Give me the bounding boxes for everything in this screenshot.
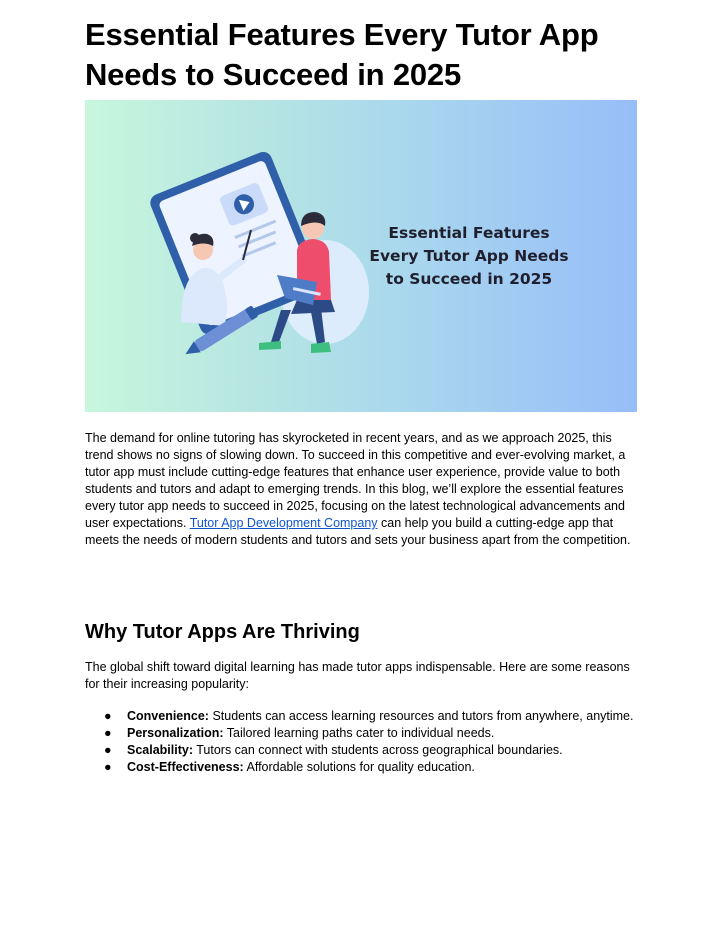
section-heading: Why Tutor Apps Are Thriving — [85, 621, 360, 643]
list-item-term: Cost-Effectiveness: — [127, 760, 244, 774]
list-item-text: Tailored learning paths cater to individual needs. — [223, 726, 495, 740]
list-item — [85, 759, 637, 776]
bullet-icon: ● — [104, 760, 112, 774]
list-item — [85, 725, 637, 742]
bullet-icon: ● — [104, 709, 112, 723]
banner-caption — [361, 222, 577, 291]
tutor-app-company-link[interactable]: Tutor App Development Company — [189, 516, 378, 530]
reasons-list — [85, 708, 637, 776]
list-item-text: Affordable solutions for quality education. — [243, 760, 475, 774]
bullet-icon: ● — [104, 743, 112, 757]
hero-banner — [85, 100, 637, 412]
list-item — [85, 708, 637, 725]
banner-caption-line: Every Tutor App Needs — [369, 247, 569, 265]
list-item — [85, 742, 637, 759]
bullet-icon: ● — [104, 726, 112, 740]
document-page — [85, 0, 637, 774]
section-lead-paragraph: The global shift toward digital learning has made tutor apps indispensable. Here are some reasons for their increasing popularity: — [85, 660, 630, 691]
banner-caption-line: to Succeed in 2025 — [385, 270, 553, 288]
intro-text-continued: can help you build a cutting-edge app that meets the needs of modern students and tutors and sets your business apart from the competition. — [85, 516, 631, 547]
list-item-term: Convenience: — [127, 709, 209, 723]
list-item-term: Scalability: — [127, 743, 193, 757]
list-item-text: Students can access learning resources and tutors from anywhere, anytime. — [208, 709, 634, 723]
list-item-term: Personalization: — [127, 726, 224, 740]
banner-caption-line: Essential Features — [388, 224, 550, 242]
page-title: Essential Features Every Tutor App Needs to Succeed in 2025 — [85, 17, 599, 92]
list-item-text: Tutors can connect with students across geographical boundaries. — [193, 743, 563, 757]
intro-paragraph — [85, 430, 637, 549]
intro-text: The demand for online tutoring has skyrocketed in recent years, and as we approach 2025, this trend shows no signs of slowing down. To succeed in this competitive and ever-evolving market, a tutor app must include cutting-edge features that enhance user experience, provide value to both students and tutors and adapt to emerging trends. In this blog, we’ll explore the essential features every tutor app needs to succeed in 2025, focusing on the latest technological advancements and user expectations. — [85, 431, 626, 530]
